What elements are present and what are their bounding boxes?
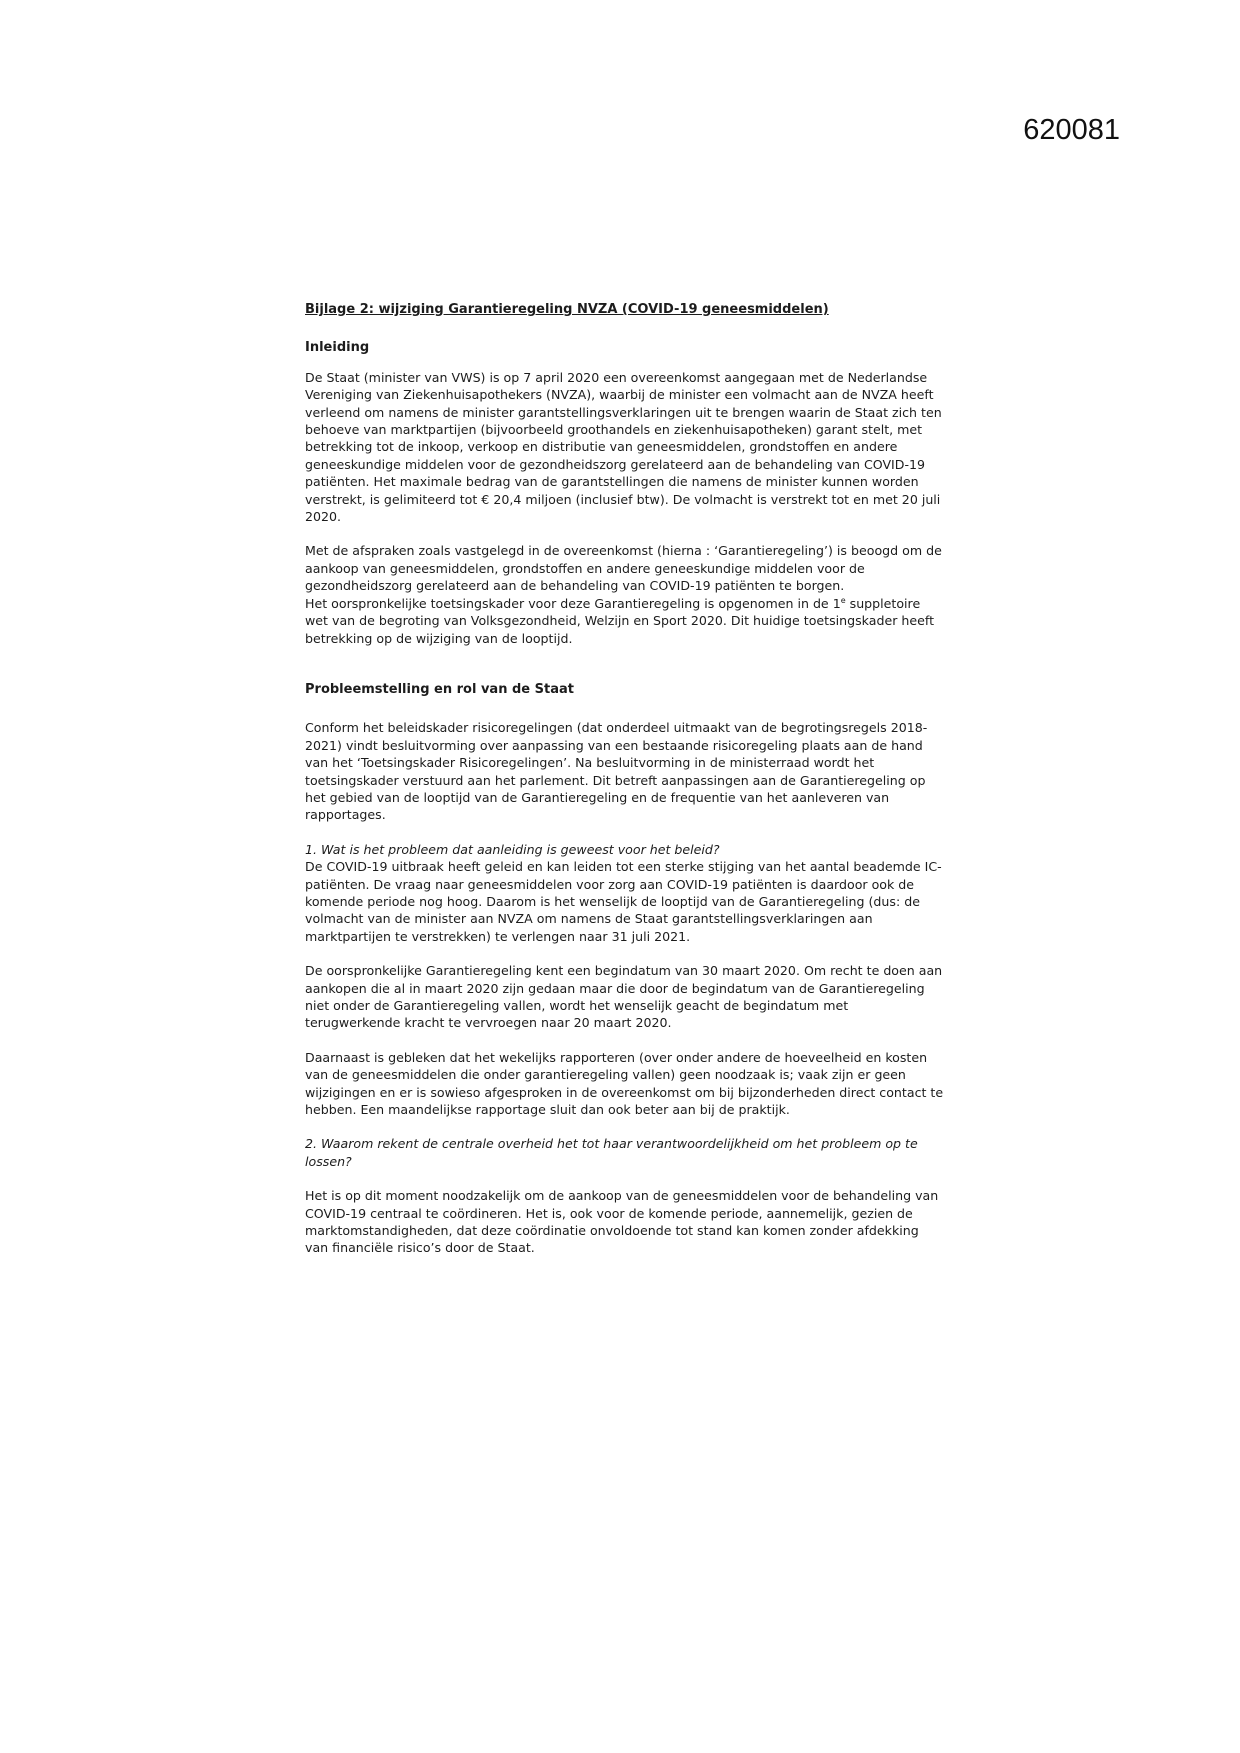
document-number: 620081	[1023, 114, 1120, 146]
paragraph-inleiding-3-start: Het oorspronkelijke toetsingskader voor deze Garantieregeling is opgenomen in de 1	[305, 595, 841, 611]
question-2: 2. Waarom rekent de centrale overheid het tot haar verantwoordelijkheid om het probleem op te lossen?	[305, 1136, 918, 1169]
paragraph-inleiding-2: Met de afspraken zoals vastgelegd in de overeenkomst (hierna : ‘Garantieregeling’) is beoogd om de aankoop van geneesmiddelen, grondstoffen en andere geneeskundige middelen voor de gezondheidszorg gerelateerd aan de behandeling van COVID-19 patiënten te borgen.	[305, 543, 942, 594]
paragraph-probleem-4: Daarnaast is gebleken dat het wekelijks rapporteren (over onder andere de hoeveelheid en kosten van de geneesmiddelen die onder garantieregeling vallen) geen noodzaak is; vaak zijn er geen wijzigingen en er is sowieso afgesproken in de overeenkomst om bij bijzonderheden direct contact te hebben. Een maandelijkse rapportage sluit dan ook beter aan bij de praktijk.	[305, 1049, 944, 1118]
paragraph-inleiding-3-end: suppletoire wet van de begroting van Volksgezondheid, Welzijn en Sport 2020. Dit huidige toetsingskader heeft betrekking op de wijziging van de looptijd.	[305, 595, 935, 646]
document-body	[305, 301, 945, 1274]
question-1: 1. Wat is het probleem dat aanleiding is geweest voor het beleid?	[305, 841, 720, 857]
paragraph-probleem-1: Conform het beleidskader risicoregelingen (dat onderdeel uitmaakt van de begrotingsregels 2018-2021) vindt besluitvorming over aanpassing van een bestaande risicoregeling plaats aan de hand van het ‘Toetsingskader Risicoregelingen’. Na besluitvorming in de ministerraad wordt het toetsingskader verstuurd aan het parlement. Dit betreft aanpassingen aan de Garantieregeling op het gebied van de looptijd van de Garantieregeling en de frequentie van het aanleveren van rapportages.	[305, 720, 928, 823]
paragraph-probleem-3: De oorspronkelijke Garantieregeling kent een begindatum van 30 maart 2020. Om recht te doen aan aankopen die al in maart 2020 zijn gedaan maar die door de begindatum van de Garantieregeling niet onder de Garantieregeling vallen, wordt het wenselijk geacht de begindatum met terugwerkende kracht te vervroegen naar 20 maart 2020.	[305, 963, 943, 1031]
paragraph-probleem-5: Het is op dit moment noodzakelijk om de aankoop van de geneesmiddelen voor de behandeling van COVID-19 centraal te coördineren. Het is, ook voor de komende periode, aannemelijk, gezien de marktomstandigheden, dat deze coördinatie onvoldoende tot stand kan komen zonder afdekking van financiële risico’s door de Staat.	[305, 1188, 939, 1256]
paragraph-inleiding-3	[305, 595, 945, 647]
superscript-e: e	[840, 595, 846, 605]
heading-inleiding: Inleiding	[305, 340, 370, 356]
heading-probleemstelling: Probleemstelling en rol van de Staat	[305, 681, 574, 697]
paragraph-inleiding-1: De Staat (minister van VWS) is op 7 april 2020 een overeenkomst aangegaan met de Nederlandse Vereniging van Ziekenhuisapothekers (NVZA), waarbij de minister een volmacht aan de NVZA heeft verleend om namens de minister garantstellingsverklaringen uit te brengen waarin de Staat zich ten behoeve van marktpartijen (bijvoorbeeld groothandels en ziekenhuisapotheken) garant stelt, met betrekking tot de inkoop, verkoop en distributie van geneesmiddelen, grondstoffen en andere geneeskundige middelen voor de gezondheidszorg gerelateerd aan de behandeling van COVID-19 patiënten. Het maximale bedrag van de garantstellingen die namens de minister kunnen worden verstrekt, is gelimiteerd tot € 20,4 miljoen (inclusief btw). De volmacht is verstrekt tot en met 20 juli 2020.	[305, 369, 942, 525]
document-title: Bijlage 2: wijziging Garantieregeling NVZA (COVID-19 geneesmiddelen)	[305, 302, 829, 317]
paragraph-probleem-2: De COVID-19 uitbraak heeft geleid en kan leiden tot een sterke stijging van het aantal beademde IC-patiënten. De vraag naar geneesmiddelen voor zorg aan COVID-19 patiënten is daardoor ook de komende periode nog hoog. Daarom is het wenselijk de looptijd van de Garantieregeling (dus: de volmacht van de minister aan NVZA om namens de Staat garantstellingsverklaringen aan marktpartijen te verstrekken) te verlengen naar 31 juli 2021.	[305, 859, 942, 944]
